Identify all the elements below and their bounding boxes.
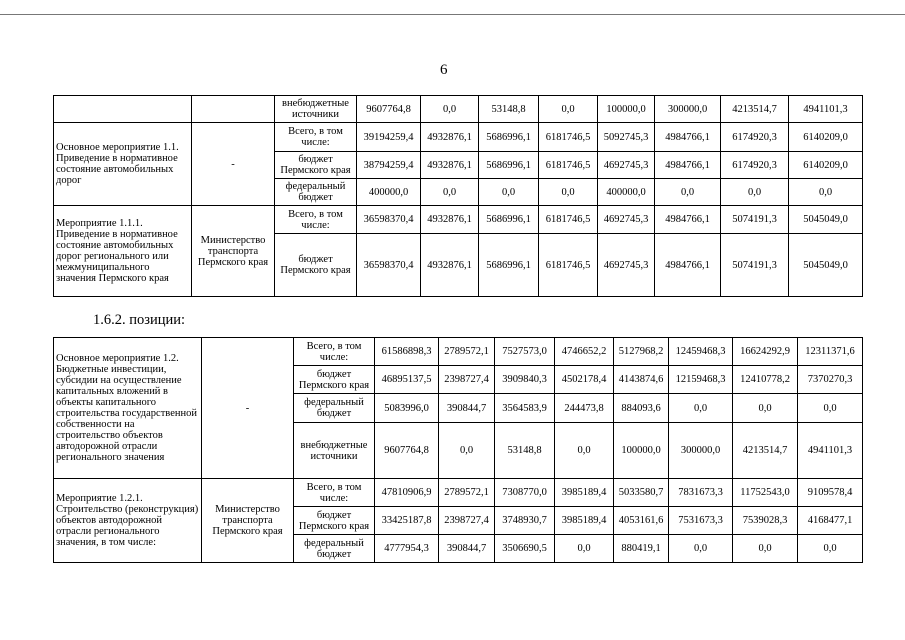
page-number: 6: [440, 62, 448, 78]
value-cell: 33425187,8: [375, 507, 439, 535]
value-cell: 7831673,3: [669, 479, 733, 507]
funding-source: Всего, в том числе:: [294, 479, 375, 507]
value-cell: 6181746,5: [539, 206, 598, 234]
value-cell: 39194259,4: [357, 123, 421, 152]
value-cell: 4213514,7: [733, 423, 798, 479]
value-cell: 300000,0: [655, 96, 721, 123]
value-cell: 100000,0: [598, 96, 655, 123]
value-cell: 5045049,0: [789, 206, 863, 234]
value-cell: 2398727,4: [439, 507, 495, 535]
budget-table-2: [53, 337, 863, 563]
funding-source: внебюджетные источники: [294, 423, 375, 479]
value-cell: 4213514,7: [721, 96, 789, 123]
value-cell: 5033580,7: [614, 479, 669, 507]
value-cell: 12410778,2: [733, 366, 798, 394]
budget-table-1: [53, 95, 863, 297]
value-cell: 0,0: [669, 535, 733, 563]
value-cell: 390844,7: [439, 535, 495, 563]
value-cell: 0,0: [733, 394, 798, 423]
value-cell: 4777954,3: [375, 535, 439, 563]
value-cell: 0,0: [439, 423, 495, 479]
value-cell: 5686996,1: [479, 152, 539, 179]
value-cell: 100000,0: [614, 423, 669, 479]
value-cell: 4053161,6: [614, 507, 669, 535]
value-cell: 3564583,9: [495, 394, 555, 423]
value-cell: 300000,0: [669, 423, 733, 479]
measure-description: Мероприятие 1.1.1. Приведение в нормативное состояние автомобильных дорог регионального или межмуниципального значения Пермского края: [54, 206, 192, 297]
value-cell: 0,0: [421, 96, 479, 123]
value-cell: 4502178,4: [555, 366, 614, 394]
funding-source: Всего, в том числе:: [294, 338, 375, 366]
value-cell: 6181746,5: [539, 123, 598, 152]
value-cell: 0,0: [733, 535, 798, 563]
value-cell: 5686996,1: [479, 234, 539, 297]
value-cell: 46895137,5: [375, 366, 439, 394]
value-cell: 7308770,0: [495, 479, 555, 507]
value-cell: 4143874,6: [614, 366, 669, 394]
value-cell: 4941101,3: [798, 423, 863, 479]
executor: -: [192, 123, 275, 206]
value-cell: 4168477,1: [798, 507, 863, 535]
value-cell: 4984766,1: [655, 206, 721, 234]
value-cell: 2789572,1: [439, 479, 495, 507]
measure-description: Мероприятие 1.2.1. Строительство (реконструкция) объектов автодорожной отрасли регионального значения, в том числе:: [54, 479, 202, 563]
value-cell: 3506690,5: [495, 535, 555, 563]
value-cell: 5045049,0: [789, 234, 863, 297]
value-cell: 7531673,3: [669, 507, 733, 535]
table-cell: [192, 96, 275, 123]
value-cell: 5092745,3: [598, 123, 655, 152]
value-cell: 244473,8: [555, 394, 614, 423]
value-cell: 36598370,4: [357, 206, 421, 234]
value-cell: 9607764,8: [357, 96, 421, 123]
value-cell: 38794259,4: [357, 152, 421, 179]
value-cell: 3909840,3: [495, 366, 555, 394]
value-cell: 6181746,5: [539, 152, 598, 179]
value-cell: 36598370,4: [357, 234, 421, 297]
value-cell: 12311371,6: [798, 338, 863, 366]
value-cell: 7370270,3: [798, 366, 863, 394]
funding-source: федеральный бюджет: [294, 394, 375, 423]
page-top-edge: [0, 14, 905, 15]
table-cell: [54, 96, 192, 123]
value-cell: 7527573,0: [495, 338, 555, 366]
executor: Министерство транспорта Пермского края: [202, 479, 294, 563]
funding-source: федеральный бюджет: [294, 535, 375, 563]
value-cell: 4932876,1: [421, 234, 479, 297]
value-cell: 0,0: [798, 535, 863, 563]
value-cell: 0,0: [421, 179, 479, 206]
value-cell: 400000,0: [598, 179, 655, 206]
value-cell: 5686996,1: [479, 123, 539, 152]
funding-source: внебюджетные источники: [275, 96, 357, 123]
value-cell: 47810906,9: [375, 479, 439, 507]
value-cell: 4941101,3: [789, 96, 863, 123]
table-row: [54, 479, 863, 507]
executor: Министерство транспорта Пермского края: [192, 206, 275, 297]
value-cell: 53148,8: [495, 423, 555, 479]
value-cell: 0,0: [655, 179, 721, 206]
table-row: [54, 123, 863, 152]
value-cell: 4692745,3: [598, 234, 655, 297]
value-cell: 884093,6: [614, 394, 669, 423]
funding-source: бюджет Пермского края: [275, 234, 357, 297]
funding-source: Всего, в том числе:: [275, 206, 357, 234]
value-cell: 9109578,4: [798, 479, 863, 507]
value-cell: 7539028,3: [733, 507, 798, 535]
value-cell: 0,0: [669, 394, 733, 423]
executor: -: [202, 338, 294, 479]
funding-source: бюджет Пермского края: [294, 366, 375, 394]
value-cell: 390844,7: [439, 394, 495, 423]
value-cell: 5127968,2: [614, 338, 669, 366]
value-cell: 6140209,0: [789, 123, 863, 152]
value-cell: 0,0: [539, 179, 598, 206]
value-cell: 3985189,4: [555, 507, 614, 535]
value-cell: 4932876,1: [421, 206, 479, 234]
value-cell: 53148,8: [479, 96, 539, 123]
value-cell: 4984766,1: [655, 234, 721, 297]
value-cell: 6140209,0: [789, 152, 863, 179]
value-cell: 4692745,3: [598, 206, 655, 234]
value-cell: 4746652,2: [555, 338, 614, 366]
value-cell: 0,0: [789, 179, 863, 206]
value-cell: 6174920,3: [721, 123, 789, 152]
table-row: [54, 338, 863, 366]
value-cell: 3985189,4: [555, 479, 614, 507]
value-cell: 11752543,0: [733, 479, 798, 507]
value-cell: 5074191,3: [721, 206, 789, 234]
value-cell: 4984766,1: [655, 123, 721, 152]
value-cell: 0,0: [479, 179, 539, 206]
value-cell: 4984766,1: [655, 152, 721, 179]
value-cell: 0,0: [721, 179, 789, 206]
funding-source: федеральный бюджет: [275, 179, 357, 206]
value-cell: 61586898,3: [375, 338, 439, 366]
value-cell: 6181746,5: [539, 234, 598, 297]
funding-source: бюджет Пермского края: [294, 507, 375, 535]
value-cell: 12459468,3: [669, 338, 733, 366]
value-cell: 9607764,8: [375, 423, 439, 479]
value-cell: 3748930,7: [495, 507, 555, 535]
value-cell: 16624292,9: [733, 338, 798, 366]
measure-description: Основное мероприятие 1.1. Приведение в нормативное состояние автомобильных дорог: [54, 123, 192, 206]
value-cell: 2789572,1: [439, 338, 495, 366]
value-cell: 5686996,1: [479, 206, 539, 234]
funding-source: бюджет Пермского края: [275, 152, 357, 179]
value-cell: 2398727,4: [439, 366, 495, 394]
measure-description: Основное мероприятие 1.2. Бюджетные инвестиции, субсидии на осуществление капитальных вложений в объекты капитального строительства государственной собственности на строительство объектов автодорожной отрасли регионального значения: [54, 338, 202, 479]
value-cell: 0,0: [539, 96, 598, 123]
value-cell: 12159468,3: [669, 366, 733, 394]
value-cell: 5083996,0: [375, 394, 439, 423]
value-cell: 880419,1: [614, 535, 669, 563]
value-cell: 6174920,3: [721, 152, 789, 179]
table-row: [54, 206, 863, 234]
table-row: [54, 96, 863, 123]
section-heading: 1.6.2. позиции:: [93, 312, 186, 328]
value-cell: 0,0: [555, 535, 614, 563]
value-cell: 5074191,3: [721, 234, 789, 297]
value-cell: 4932876,1: [421, 123, 479, 152]
funding-source: Всего, в том числе:: [275, 123, 357, 152]
value-cell: 0,0: [555, 423, 614, 479]
value-cell: 400000,0: [357, 179, 421, 206]
value-cell: 4692745,3: [598, 152, 655, 179]
value-cell: 0,0: [798, 394, 863, 423]
value-cell: 4932876,1: [421, 152, 479, 179]
